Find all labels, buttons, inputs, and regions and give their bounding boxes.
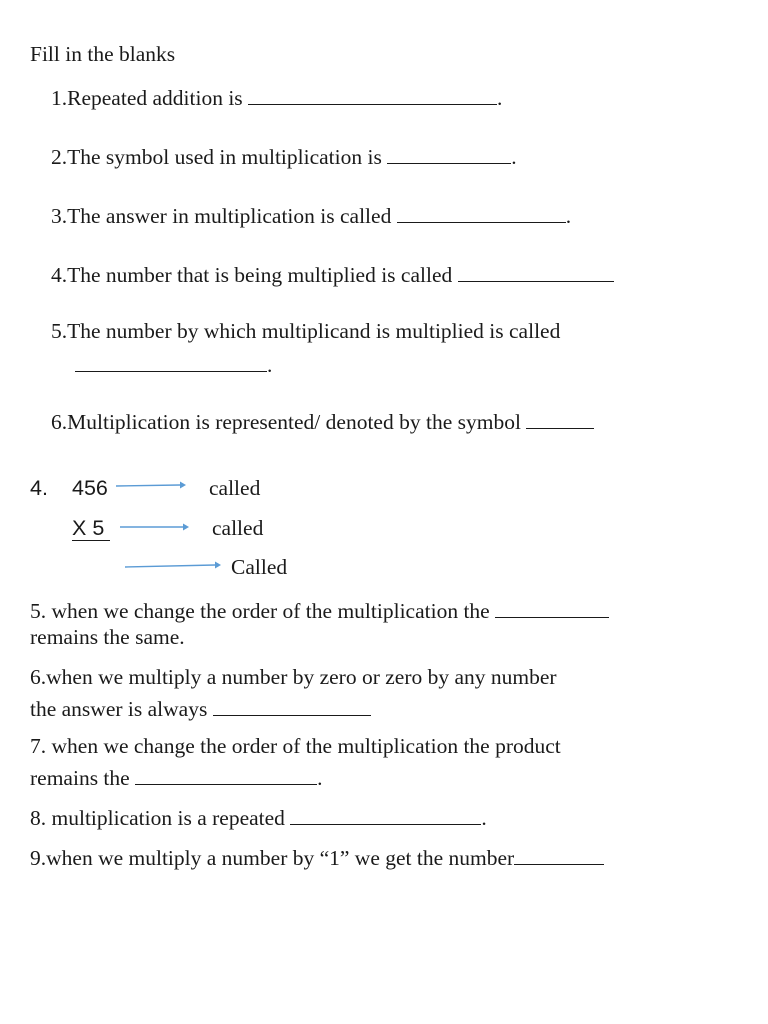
answer-blank[interactable]: [75, 352, 267, 372]
answer-blank[interactable]: [135, 765, 317, 785]
item-number: 3.: [51, 204, 68, 228]
item-text: remains the: [30, 766, 136, 790]
item-tail: .: [511, 145, 517, 169]
answer-blank[interactable]: [290, 805, 481, 825]
item-tail: .: [565, 204, 572, 228]
item-text: the answer is always: [30, 697, 213, 721]
list-b-item-5: [30, 598, 609, 623]
answer-blank[interactable]: [514, 845, 604, 865]
multiplicand-value: 456: [72, 476, 108, 500]
list-a-item-2: [51, 144, 517, 169]
item-text: The answer in multiplication is called: [67, 204, 397, 228]
multiplicand-label: called: [209, 476, 261, 500]
list-b-item-7-continuation: [30, 765, 322, 790]
item-tail: .: [267, 353, 273, 377]
list-a-item-3: [51, 203, 571, 228]
answer-blank[interactable]: [495, 598, 609, 618]
arrow-icon: [116, 479, 188, 493]
item-number: 2.: [51, 145, 68, 169]
product-label: Called: [231, 555, 288, 579]
item-text: 9.when we multiply a number by “1” we get the number: [30, 846, 515, 870]
list-b-item-9: [30, 845, 604, 870]
item-text: Multiplication is represented/ denoted by the symbol: [67, 410, 527, 434]
diagram-number: 4.: [30, 476, 48, 500]
list-a-item-5: [51, 321, 560, 343]
item-tail: .: [481, 806, 487, 830]
item-number: 5.: [51, 319, 68, 343]
item-tail: .: [497, 86, 503, 110]
item-text: The number by which multiplicand is multiplied is called: [67, 319, 561, 343]
multiplier-label: called: [212, 516, 264, 540]
multiplier-value: [72, 518, 110, 540]
list-a-item-4: [51, 262, 614, 287]
arrow-icon: [120, 520, 192, 534]
list-b-item-8: [30, 805, 487, 830]
answer-blank[interactable]: [213, 696, 371, 716]
answer-blank[interactable]: [397, 203, 566, 223]
list-b-item-5-continuation: remains the same.: [30, 625, 185, 649]
worksheet-heading: Fill in the blanks: [30, 42, 176, 66]
answer-blank[interactable]: [387, 144, 511, 164]
list-b-item-6-continuation: [30, 696, 371, 721]
item-number: 1.: [51, 86, 68, 110]
item-number: 6.: [51, 410, 68, 434]
list-a-item-1: [51, 85, 502, 110]
item-text: The symbol used in multiplication is: [67, 145, 388, 169]
item-text: Repeated addition is: [67, 86, 249, 110]
item-tail: .: [317, 766, 323, 790]
item-text: 5. when we change the order of the multiplication the: [30, 599, 496, 623]
list-b-item-6: 6.when we multiply a number by zero or zero by any number: [30, 665, 557, 689]
answer-blank[interactable]: [248, 85, 497, 105]
list-a-item-5-continuation: [75, 352, 272, 377]
list-b-item-7: 7. when we change the order of the multiplication the product: [30, 734, 561, 758]
answer-blank[interactable]: [458, 262, 614, 282]
item-text: 8. multiplication is a repeated: [30, 806, 291, 830]
arrow-icon: [125, 559, 225, 573]
list-a-item-6: [51, 409, 594, 434]
item-number: 4.: [51, 263, 68, 287]
multiplier-text: X 5: [72, 516, 110, 541]
answer-blank[interactable]: [526, 409, 594, 429]
item-text: The number that is being multiplied is called: [67, 263, 458, 287]
